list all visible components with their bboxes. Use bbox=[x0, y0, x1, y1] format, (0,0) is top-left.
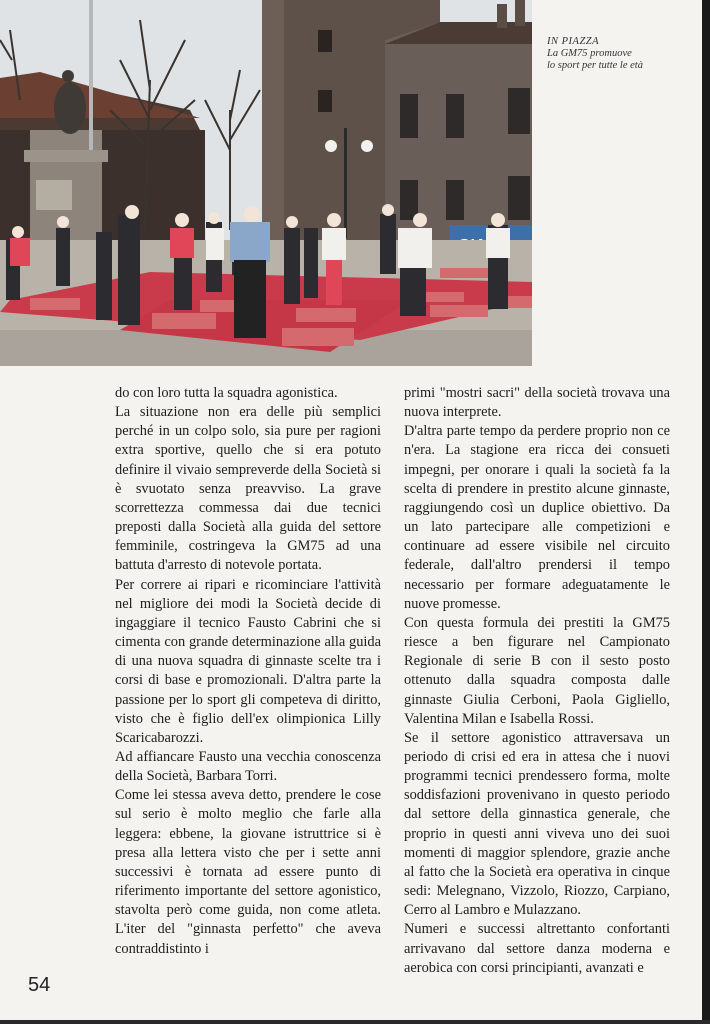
paragraph: Come lei stessa aveva detto, prendere le cose sul serio è molto meglio che farle alla leggera: ebbene, la giovane istruttrice si è presa alla lettera visto che per i sette anni successivi è tornata ad essere punto di riferimento importante del settore agonistico, stavolta però come guida, non come atleta. L'iter del "ginnasta perfetto" che aveva contraddistinto i bbox=[115, 787, 381, 957]
paragraph: Per correre ai ripari e ricominciare l'attività nel migliore dei modi la Società decide di ingaggiare il tecnico Fausto Cabrini che si cimenta con grande determinazione alla guida di una nuova squadra di ginnaste scelte tra i corsi di base e promozionali. D'altra parte la passione per lo sport gli competeva di diritto, visto che è figlio dell'ex olimpionica Lilly Scaricabarozzi. bbox=[115, 576, 381, 746]
paragraph: La situazione non era delle più semplici perché in un colpo solo, sia pure per ragioni extra sportive, quello che si era potuto definire il vivaio sempreverde della Società si è svuotato senza preavviso. La grave scorrettezza commessa dai due tecnici preposti dalla Società alla guida del settore femminile, costringeva la GM75 ad una battuta d'arresto di notevole portata. bbox=[115, 404, 381, 574]
paragraph: Ad affiancare Fausto una vecchia conoscenza della Società, Barbara Torri. bbox=[115, 748, 381, 785]
photo-caption bbox=[547, 36, 687, 72]
piazza-photo bbox=[0, 0, 532, 366]
paragraph: Con questa formula dei prestiti la GM75 riesce a ben figurare nel Campionato Regionale di serie B con il sesto posto ottenuto dalla squadra composta dalle ginnaste Giulia Cerboni, Paola Gigliello, Valentina Milan e Isabella Rossi. bbox=[404, 614, 670, 727]
caption-title: IN PIAZZA bbox=[547, 36, 600, 47]
caption-line: lo sport per tutte le età bbox=[547, 60, 643, 71]
paragraph: do con loro tutta la squadra agonistica. bbox=[115, 385, 338, 401]
page-number: 54 bbox=[28, 974, 51, 996]
paragraph: Numeri e successi altrettanto confortanti arrivavano dal settore danza moderna e aerobica con corsi principianti, avanzati e bbox=[404, 921, 670, 976]
paragraph: D'altra parte tempo da perdere proprio non ce n'era. La stagione era ricca dei consueti impegni, per onorare i quali la società fa la scelta di prendere in prestito alcune ginnaste, raggiungendo così un duplice obiettivo. Da un lato partecipare alle competizioni e continuare ad essere visibile nel circuito federale, dall'altro prendersi il tempo necessario per formare adeguatamente le nuove promesse. bbox=[404, 423, 670, 612]
text-column-left bbox=[115, 384, 381, 959]
page-edge-shadow bbox=[0, 1020, 710, 1024]
page-edge-shadow bbox=[702, 0, 710, 1024]
paragraph: primi "mostri sacri" della società trovava una nuova interprete. bbox=[404, 385, 670, 421]
paragraph: Se il settore agonistico attraversava un periodo di crisi ed era in attesa che i nuovi programmi tecnici prendessero forma, molte soddisfazioni provenivano in questo periodo dal settore della ginnastica generale, che proprio in questi anni viveva uno dei suoi momenti di maggior splendore, grazie anche al fatto che la Società era operativa in cinque sedi: Melegnano, Vizzolo, Riozzo, Carpiano, Cerro al Lambro e Mulazzano. bbox=[404, 729, 670, 919]
text-column-right bbox=[404, 384, 670, 978]
caption-line: La GM75 promuove bbox=[547, 48, 632, 59]
